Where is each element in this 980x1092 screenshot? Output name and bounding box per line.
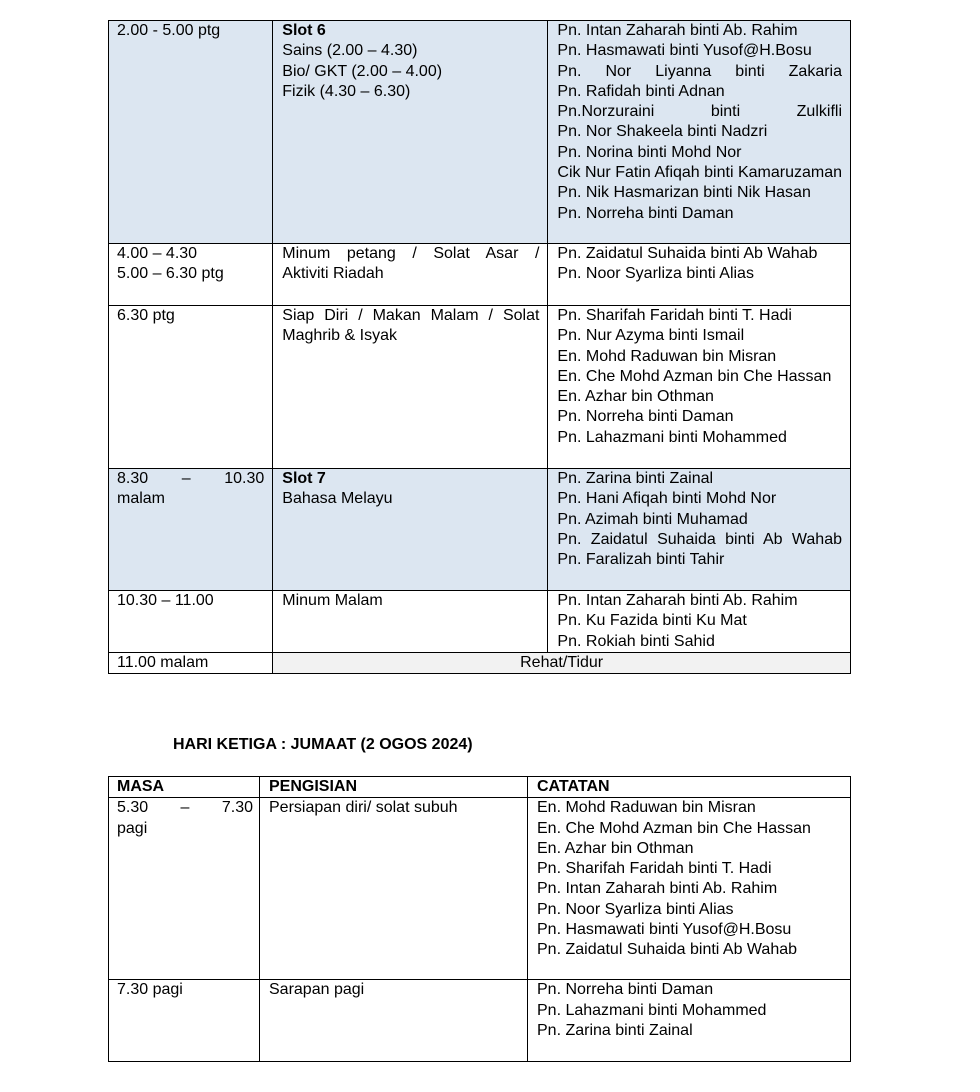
person: Pn. Sharifah Faridah binti T. Hadi [537,860,772,878]
person: Pn. Lahazmani binti Mohammed [557,428,787,446]
person: Pn. Zaidatul Suhaida binti Ab Wahab [557,245,818,262]
table-row [109,469,851,591]
person: Pn. Ku Fazida binti Ku Mat [557,612,747,630]
activity-cell: Minum Malam [273,591,548,653]
table-row [109,798,851,980]
schedule-table-day3 [108,776,851,1062]
person: En. Che Mohd Azman bin Che Hassan [537,819,811,837]
day-heading: HARI KETIGA : JUMAAT (2 OGOS 2024) [173,736,473,753]
people-cell [548,469,851,591]
people-cell [548,306,851,469]
activity-cell: Slot 7 Bahasa Melayu [273,469,548,591]
person: Pn. Norreha binti Daman [557,408,734,426]
person: Pn. Rafidah binti Adnan [557,82,725,100]
activity-cell: Sarapan pagi [260,980,528,1062]
person: En. Mohd Raduwan bin Misran [557,347,777,365]
person: Pn. Noor Syarliza binti Alias [537,900,734,918]
person: Pn. Nor Liyanna binti Zakaria [557,62,842,80]
person: Cik Nur Fatin Afiqah binti Kamaruzaman [557,164,842,182]
person: Pn. Intan Zaharah binti Ab. Rahim [557,592,798,609]
person: En. Azhar bin Othman [537,839,694,857]
time-cell: 5.30 – 7.30 pagi [109,798,260,980]
column-header-masa: MASA [109,777,260,798]
table-row [109,244,851,306]
activity-cell: Persiapan diri/ solat subuh [260,798,528,980]
people-cell [548,244,851,306]
person: Pn. Lahazmani binti Mohammed [537,1001,767,1019]
person: Pn. Zarina binti Zainal [537,1021,693,1039]
people-cell [548,591,851,653]
person: Pn. Zaidatul Suhaida binti Ab Wahab [537,941,798,959]
person: Pn. Hasmawati binti Yusof@H.Bosu [557,42,812,60]
person: Pn. Rokiah binti Sahid [557,632,715,650]
person: En. Che Mohd Azman bin Che Hassan [557,367,832,385]
person: Pn. Intan Zaharah binti Ab. Rahim [537,880,778,898]
person: Pn. Noor Syarliza binti Alias [557,265,754,283]
activity-cell: Minum petang / Solat Asar / Aktiviti Riadah [273,244,548,306]
person: Pn. Hasmawati binti Yusof@H.Bosu [537,921,792,939]
person: Pn. Hani Afiqah binti Mohd Nor [557,490,777,508]
person: En. Mohd Raduwan bin Misran [537,799,756,817]
rest-cell: Rehat/Tidur [273,653,851,674]
header-row [109,777,851,798]
person: Pn. Norreha binti Daman [557,204,734,222]
column-header-pengisian: PENGISIAN [260,777,528,798]
table-row [109,21,851,244]
time-cell: 8.30 – 10.30 malam [109,469,273,591]
people-cell [528,980,851,1062]
column-header-catatan: CATATAN [528,777,851,798]
time-cell: 4.00 – 4.30 5.00 – 6.30 ptg [109,244,273,306]
time-cell: 2.00 - 5.00 ptg [109,21,273,244]
people-cell [548,21,851,244]
time-cell: 7.30 pagi [109,980,260,1062]
person: Pn. Nur Azyma binti Ismail [557,327,745,345]
person: Pn. Intan Zaharah binti Ab. Rahim [557,22,798,39]
person: Pn.Norzuraini binti Zulkifli [557,103,842,121]
person: Pn. Sharifah Faridah binti T. Hadi [557,307,792,324]
person: Pn. Zarina binti Zainal [557,470,714,487]
person: Pn. Zaidatul Suhaida binti Ab Wahab [557,530,842,548]
slot-title: Slot 6 [282,22,326,39]
time-cell: 10.30 – 11.00 [109,591,273,653]
person: Pn. Faralizah binti Tahir [557,551,725,569]
person: Pn. Azimah binti Muhamad [557,510,748,528]
slot-title: Slot 7 [282,470,326,487]
activity-cell: Siap Diri / Makan Malam / Solat Maghrib & Isyak [273,306,548,469]
person: Pn. Norreha binti Daman [537,981,714,999]
time-cell: 11.00 malam [109,653,273,674]
people-cell [528,798,851,980]
person: Pn. Norina binti Mohd Nor [557,143,742,161]
time-cell: 6.30 ptg [109,306,273,469]
schedule-table-day2 [108,20,851,674]
table-row [109,980,851,1062]
person: Pn. Nor Shakeela binti Nadzri [557,123,768,141]
table-row [109,591,851,653]
activity-cell: Slot 6 Sains (2.00 – 4.30) Bio/ GKT (2.00 – 4.00) Fizik (4.30 – 6.30) [273,21,548,244]
person: Pn. Nik Hasmarizan binti Nik Hasan [557,184,811,202]
table-row [109,306,851,469]
table-row [109,653,851,674]
person: En. Azhar bin Othman [557,388,714,406]
